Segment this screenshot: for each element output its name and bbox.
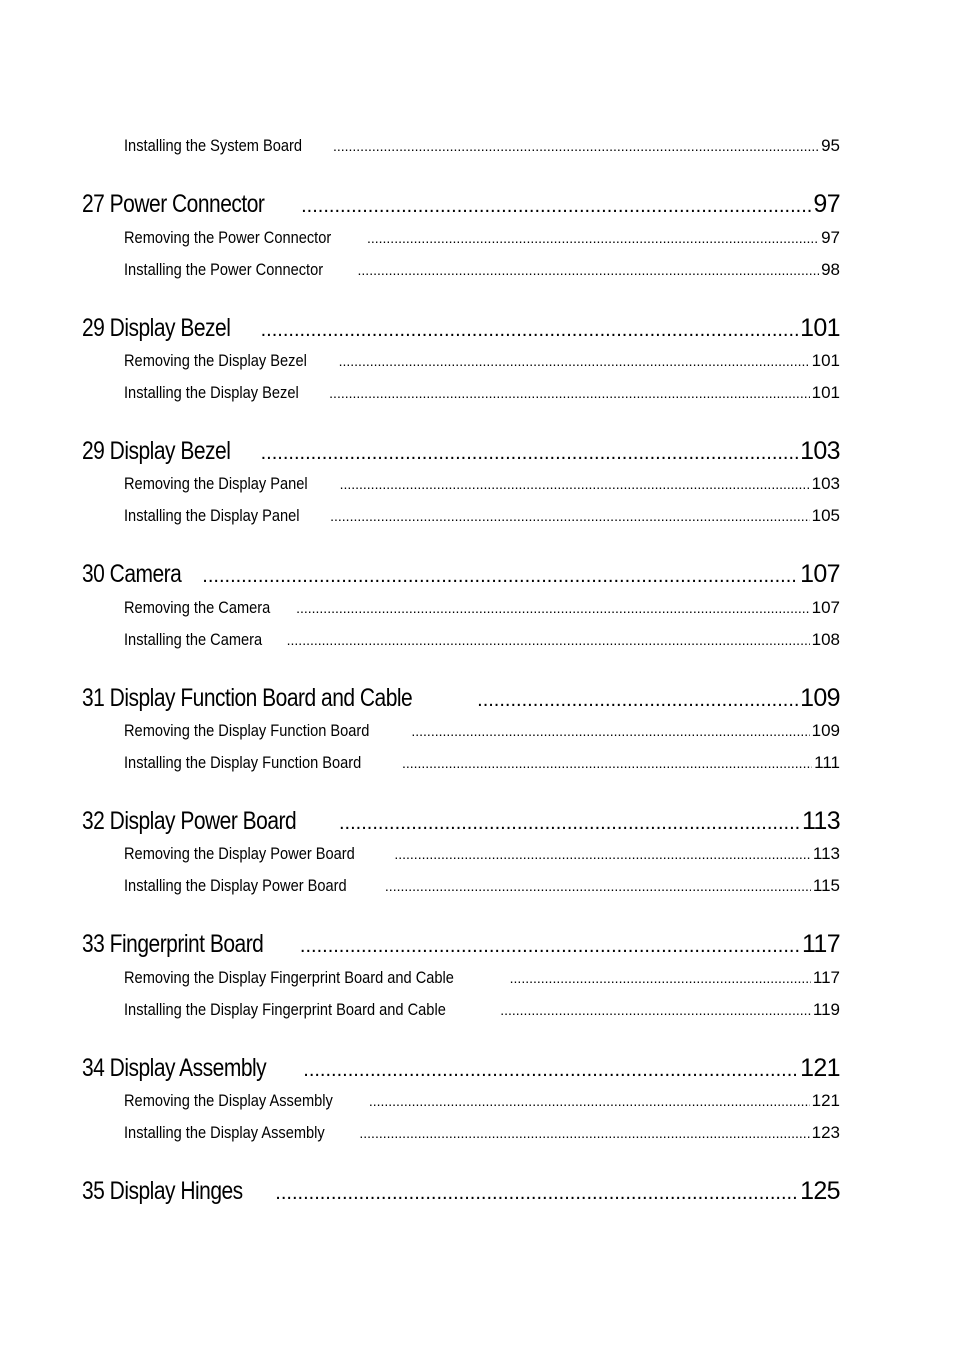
toc-entry-page: 101 xyxy=(811,383,840,402)
dot-leader xyxy=(359,1123,809,1143)
toc-entry-removing-display-assembly[interactable] xyxy=(124,1091,840,1111)
toc-chapter-display-hinges[interactable] xyxy=(82,1177,840,1206)
dot-leader xyxy=(261,437,798,466)
toc-chapter-title: 35 Display Hinges xyxy=(82,1177,243,1205)
toc-chapter-camera[interactable] xyxy=(82,560,840,589)
toc-entry-title: Installing the Display Assembly xyxy=(124,1123,325,1142)
dot-leader xyxy=(303,1054,798,1083)
toc-entry-title: Removing the Camera xyxy=(124,598,271,617)
toc-entry-page: 109 xyxy=(811,721,840,740)
dot-leader xyxy=(358,260,820,280)
toc-entry-title: Installing the System Board xyxy=(124,136,302,155)
toc-chapter-title: 33 Fingerprint Board xyxy=(82,930,264,958)
toc-chapter-title: 31 Display Function Board and Cable xyxy=(82,684,413,712)
dot-leader xyxy=(296,598,810,618)
toc-entry-installing-display-panel[interactable] xyxy=(124,506,840,526)
dot-leader xyxy=(275,1177,798,1206)
toc-entry-installing-display-assembly[interactable] xyxy=(124,1123,840,1143)
toc-entry-installing-display-function-board[interactable] xyxy=(124,753,840,773)
toc-entry-page: 103 xyxy=(811,474,840,493)
toc-entry-page: 113 xyxy=(812,844,840,863)
dot-leader xyxy=(367,228,819,248)
toc-entry-page: 105 xyxy=(811,506,840,525)
toc-entry-removing-fingerprint-board[interactable] xyxy=(124,968,840,988)
toc-chapter-fingerprint-board[interactable] xyxy=(82,930,840,959)
toc-chapter-page: 109 xyxy=(800,684,840,712)
dot-leader xyxy=(394,844,811,864)
toc-chapter-power-connector[interactable] xyxy=(82,190,840,219)
toc-chapter-page: 117 xyxy=(801,930,840,958)
toc-entry-installing-system-board[interactable] xyxy=(124,136,840,156)
toc-chapter-page: 97 xyxy=(813,190,840,218)
toc-entry-installing-camera[interactable] xyxy=(124,630,840,650)
toc-chapter-display-power-board[interactable] xyxy=(82,807,840,836)
toc-entry-page: 107 xyxy=(811,598,840,617)
toc-chapter-page: 103 xyxy=(800,437,840,465)
toc-entry-title: Removing the Display Bezel xyxy=(124,351,307,370)
toc-entry-page: 115 xyxy=(812,876,840,895)
toc-chapter-display-function-board[interactable] xyxy=(82,684,840,713)
dot-leader xyxy=(330,506,810,526)
toc-entry-title: Installing the Power Connector xyxy=(124,260,324,279)
toc-entry-removing-display-function-board[interactable] xyxy=(124,721,840,741)
toc-entry-title: Removing the Display Panel xyxy=(124,474,308,493)
toc-chapter-title: 29 Display Bezel xyxy=(82,437,231,465)
toc-chapter-display-assembly[interactable] xyxy=(82,1054,840,1083)
toc-entry-page: 98 xyxy=(821,260,840,279)
dot-leader xyxy=(411,721,809,741)
dot-leader xyxy=(402,753,812,773)
dot-leader xyxy=(340,474,810,494)
toc-entry-removing-camera[interactable] xyxy=(124,598,840,618)
dot-leader xyxy=(301,190,811,219)
toc-chapter-page: 101 xyxy=(800,314,840,342)
dot-leader xyxy=(261,314,798,343)
toc-entry-page: 121 xyxy=(811,1091,840,1110)
toc-entry-page: 101 xyxy=(811,351,840,370)
toc-chapter-display-bezel-2[interactable] xyxy=(82,437,840,466)
toc-entry-removing-power-connector[interactable] xyxy=(124,228,840,248)
toc-chapter-title: 34 Display Assembly xyxy=(82,1054,267,1082)
toc-chapter-display-bezel[interactable] xyxy=(82,314,840,343)
toc-entry-page: 111 xyxy=(814,753,840,772)
toc-entry-removing-display-power-board[interactable] xyxy=(124,844,840,864)
dot-leader xyxy=(329,383,809,403)
toc-entry-title: Installing the Display Function Board xyxy=(124,753,362,772)
toc-chapter-title: 27 Power Connector xyxy=(82,190,265,218)
toc-entry-page: 97 xyxy=(821,228,840,247)
toc-entry-title: Removing the Display Assembly xyxy=(124,1091,333,1110)
toc-chapter-title: 30 Camera xyxy=(82,560,182,588)
toc-entry-page: 117 xyxy=(812,968,840,987)
toc-entry-page: 108 xyxy=(811,630,840,649)
toc-chapter-page: 113 xyxy=(801,807,840,835)
dot-leader xyxy=(500,1000,811,1020)
toc-entry-title: Removing the Display Fingerprint Board and Cable xyxy=(124,968,454,987)
toc-entry-installing-fingerprint-board[interactable] xyxy=(124,1000,840,1020)
toc-entry-installing-power-connector[interactable] xyxy=(124,260,840,280)
toc-entry-title: Removing the Power Connector xyxy=(124,228,332,247)
toc-entry-title: Installing the Display Power Board xyxy=(124,876,347,895)
toc-chapter-title: 32 Display Power Board xyxy=(82,807,297,835)
toc-entry-installing-display-bezel[interactable] xyxy=(124,383,840,403)
toc-entry-installing-display-power-board[interactable] xyxy=(124,876,840,896)
toc-entry-title: Removing the Display Function Board xyxy=(124,721,370,740)
toc-entry-title: Installing the Display Fingerprint Board and Cable xyxy=(124,1000,446,1019)
toc-entry-title: Installing the Camera xyxy=(124,630,263,649)
dot-leader xyxy=(477,684,798,713)
dot-leader xyxy=(339,351,810,371)
toc-chapter-page: 125 xyxy=(800,1177,840,1205)
dot-leader xyxy=(333,136,819,156)
toc-entry-page: 95 xyxy=(821,136,840,155)
dot-leader xyxy=(510,968,811,988)
toc-entry-removing-display-bezel[interactable] xyxy=(124,351,840,371)
dot-leader xyxy=(385,876,811,896)
toc-entry-page: 123 xyxy=(811,1123,840,1142)
toc-chapter-page: 107 xyxy=(800,560,840,588)
toc-entry-title: Installing the Display Panel xyxy=(124,506,300,525)
dot-leader xyxy=(202,560,798,589)
toc-entry-removing-display-panel[interactable] xyxy=(124,474,840,494)
dot-leader xyxy=(300,930,800,959)
toc-chapter-page: 121 xyxy=(800,1054,840,1082)
dot-leader xyxy=(369,1091,810,1111)
toc-chapter-title: 29 Display Bezel xyxy=(82,314,231,342)
toc-entry-page: 119 xyxy=(812,1000,840,1019)
toc-entry-title: Removing the Display Power Board xyxy=(124,844,355,863)
dot-leader xyxy=(287,630,810,650)
toc-entry-title: Installing the Display Bezel xyxy=(124,383,299,402)
dot-leader xyxy=(339,807,800,836)
